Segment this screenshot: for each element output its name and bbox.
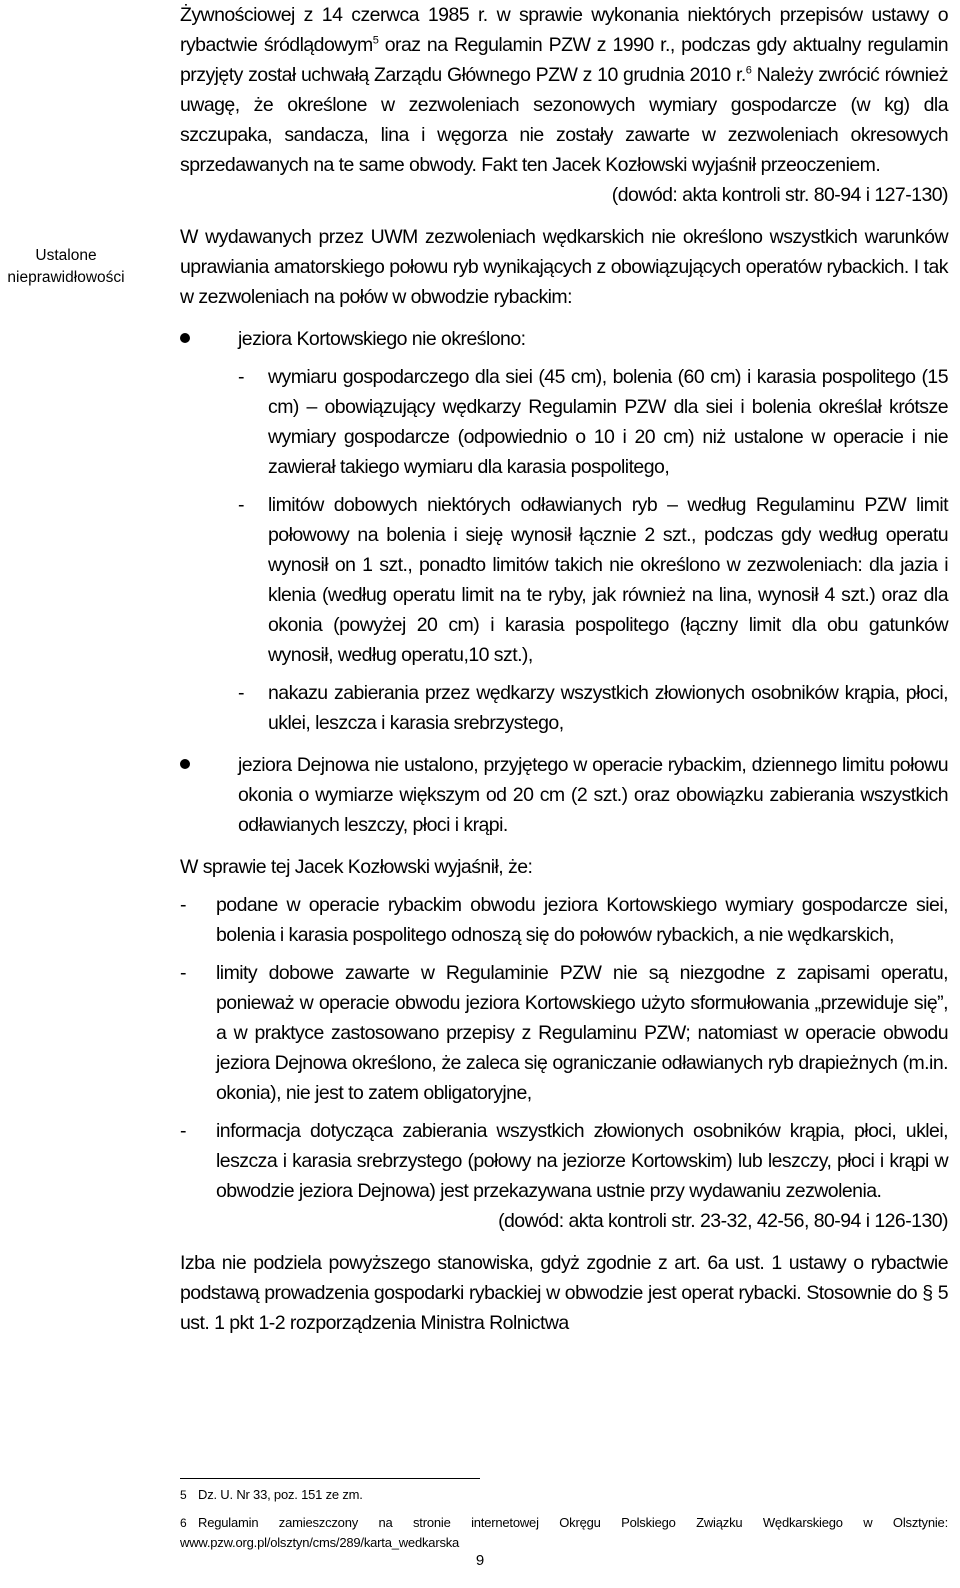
footnote-number: 6 xyxy=(180,1516,187,1530)
explanation-item-3 xyxy=(180,1116,948,1206)
footnote-number: 5 xyxy=(180,1488,187,1502)
sub-item-1-text: wymiaru gospodarczego dla siei (45 cm), bolenia (60 cm) i karasia pospolitego (15 cm) – obowiązujący wędkarzy Regulamin PZW dla siei i bolenia określał krótsze wymiary gospodarcze (odpowiednio o 10 i 20 cm) niż ustalone w operacie i nie zawierał takiego wymiaru dla karasia pospolitego, xyxy=(268,366,948,478)
sub-item-3 xyxy=(238,678,948,738)
footnote-6 xyxy=(180,1513,948,1552)
paragraph-1-part-a: Żywnościowej z 14 czerwca 1985 r. w sprawie wykonania niektórych przepisów ustawy o rybactwie śródlądowym xyxy=(180,4,948,56)
dash-marker: - xyxy=(238,682,244,704)
dash-marker: - xyxy=(180,894,186,916)
footnote-text: Regulamin zamieszczony na stronie internetowej Okręgu Polskiego Związku Wędkarskiego w Olsztynie: www.pzw.org.pl/olsztyn/cms/289/karta_wedkarska xyxy=(180,1515,948,1550)
bullet-item-dejnowa xyxy=(180,750,948,840)
footnote-separator xyxy=(180,1478,480,1479)
paragraph-1-part-b: oraz na Regulamin PZW z 1990 r., podczas gdy aktualny regulamin przyjęty został uchwałą Zarządu Głównego PZW z 10 grudnia 2010 r. xyxy=(180,34,948,86)
dash-marker: - xyxy=(238,494,244,516)
explanation-item-2-text: limity dobowe zawarte w Regulaminie PZW nie są niezgodne z zapisami operatu, ponieważ w operacie obwodu jeziora Kortowskiego użyto sformułowania „przewiduje się”, a w praktyce zastosowano przepisy z Regulaminu PZW; natomiast w operacie obwodu jeziora Dejnowa określono, że zaleca się ograniczanie odławianych ryb drapieżnych (m.in. okonia), nie jest to zatem obligatoryjne, xyxy=(216,962,948,1104)
bullet-lead-kortowskie: jeziora Kortowskiego nie określono: xyxy=(238,328,526,350)
footnote-ref-5[interactable]: 5 xyxy=(372,34,379,47)
dash-marker: - xyxy=(180,1120,186,1142)
explanation-item-2 xyxy=(180,958,948,1108)
footnote-5 xyxy=(180,1485,948,1505)
paragraph-2: W wydawanych przez UWM zezwoleniach wędkarskich nie określono wszystkich warunków uprawiania amatorskiego połowu ryb wynikających z obowiązujących operatów rybackich. I tak w zezwoleniach na połów w obwodzie rybackim: xyxy=(180,226,948,308)
main-text xyxy=(180,0,948,1338)
explanation-item-1 xyxy=(180,890,948,950)
margin-note-line-1: Ustalone xyxy=(35,247,97,264)
paragraph-3-intro: W sprawie tej Jacek Kozłowski wyjaśnił, że: xyxy=(180,856,533,878)
bullet-icon xyxy=(180,333,190,343)
evidence-note-2: (dowód: akta kontroli str. 23-32, 42-56, 80-94 i 126-130) xyxy=(498,1210,948,1232)
page-number: 9 xyxy=(475,1552,485,1569)
margin-note-line-2: nieprawidłowości xyxy=(7,269,125,286)
paragraph-1-part-c: Należy zwrócić również uwagę, że określone w zezwoleniach sezonowych wymiary gospodarcze (w kg) dla szczupaka, sandacza, lina i węgorza nie zostały zawarte w zezwoleniach okresowych sprzedawanych na te same obwody. Fakt ten Jacek Kozłowski wyjaśnił przeoczeniem. xyxy=(180,64,948,176)
footnote-ref-6[interactable]: 6 xyxy=(745,64,752,77)
dash-marker: - xyxy=(238,366,244,388)
explanation-item-1-text: podane w operacie rybackim obwodu jeziora Kortowskiego wymiary gospodarcze siei, bolenia i karasia pospolitego odnoszą się do połowów rybackich, a nie wędkarskich, xyxy=(216,894,948,946)
bullet-lead-dejnowa: jeziora Dejnowa nie ustalono, przyjętego w operacie rybackim, dziennego limitu połowu okonia o wymiarze większym od 20 cm (2 szt.) oraz obowiązku zabierania wszystkich odławianych leszczy, płoci i krąpi. xyxy=(238,754,948,836)
sub-item-2-text: limitów dobowych niektórych odławianych ryb – według Regulaminu PZW limit połowowy na bolenia i sieję wynosił łącznie 2 szt., podczas gdy według operatu wynosił on 1 szt., ponadto limitów takich nie określono w zezwoleniach: dla jazia i klenia (według operatu limit na te ryby, jak również na lina, wynosił 4 szt.) oraz dla okonia (powyżej 20 cm) i karasia pospolitego (łączny limit dla obu gatunków wynosił, według operatu,10 szt.), xyxy=(268,494,948,666)
sub-item-2 xyxy=(238,490,948,670)
footnotes xyxy=(180,1478,948,1560)
paragraph-4: Izba nie podziela powyższego stanowiska, gdyż zgodnie z art. 6a ust. 1 ustawy o rybactwie podstawą prowadzenia gospodarki rybackiej w obwodzie jest operat rybacki. Stosownie do § 5 ust. 1 pkt 1-2 rozporządzenia Ministra Rolnictwa xyxy=(180,1252,948,1334)
margin-note xyxy=(0,245,132,289)
paragraph-1 xyxy=(180,0,948,180)
explanation-item-3-text: informacja dotycząca zabierania wszystkich złowionych osobników krąpia, płoci, uklei, leszcza i karasia srebrzystego (połowy na jeziorze Kortowskim) lub leszczy, płoci i krąpi w obwodzie jeziora Dejnowa) jest przekazywana ustnie przy wydawaniu zezwolenia. xyxy=(216,1120,948,1202)
bullet-icon xyxy=(180,759,190,769)
footnote-text: Dz. U. Nr 33, poz. 151 ze zm. xyxy=(198,1487,363,1502)
sub-item-3-text: nakazu zabierania przez wędkarzy wszystkich złowionych osobników krąpia, płoci, uklei, leszcza i karasia srebrzystego, xyxy=(268,682,948,734)
bullet-item-kortowskie xyxy=(180,324,948,738)
dash-marker: - xyxy=(180,962,186,984)
sub-item-1 xyxy=(238,362,948,482)
evidence-note-1: (dowód: akta kontroli str. 80-94 i 127-130) xyxy=(611,184,948,206)
